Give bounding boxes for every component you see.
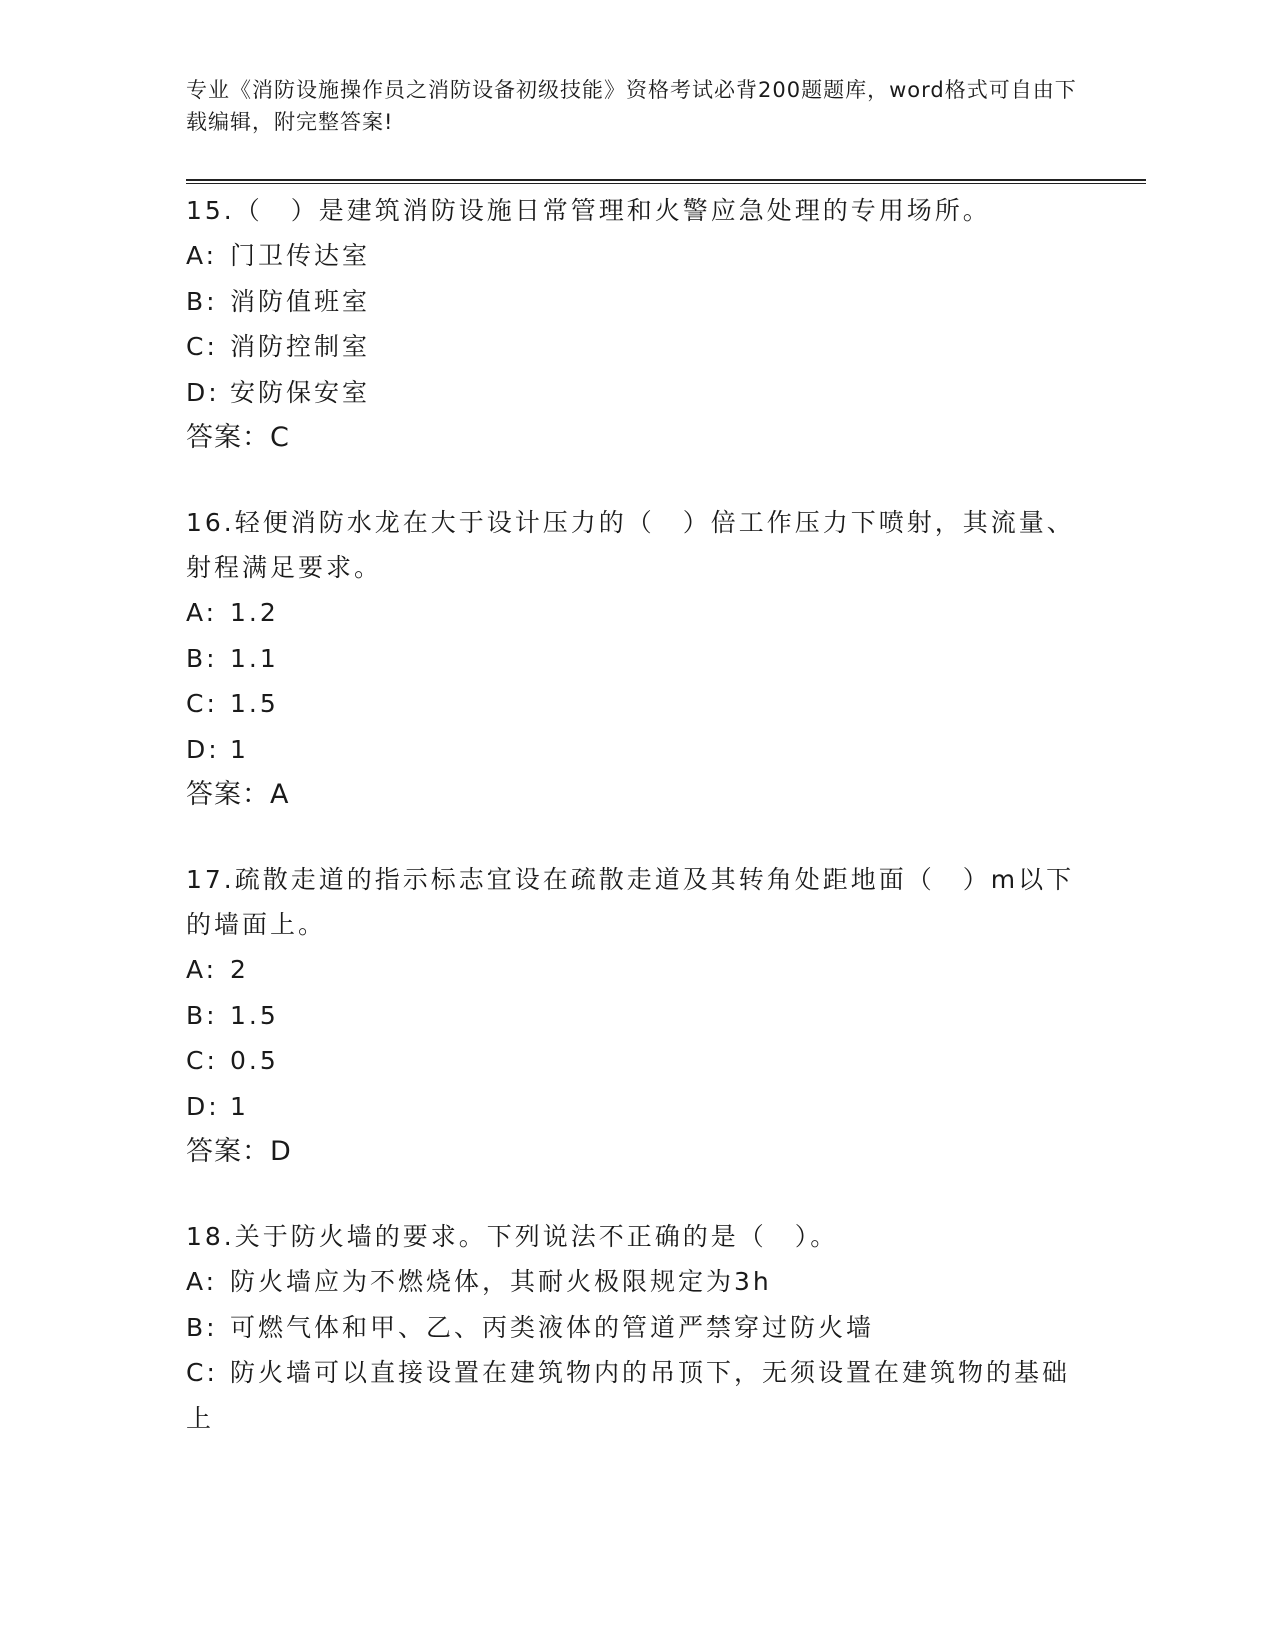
- answer-line: 答案：D: [186, 1136, 292, 1167]
- option-text: 消防控制室: [230, 332, 371, 361]
- option-text: 安防保安室: [230, 377, 371, 407]
- option-letter: D:: [186, 377, 220, 407]
- answer-line: 答案：C: [186, 422, 290, 453]
- option-a: [186, 947, 1086, 993]
- question-18: [186, 1214, 1086, 1441]
- option-text: 0.5: [230, 1046, 279, 1075]
- option-text: 1.5: [230, 1000, 279, 1030]
- option-letter: C:: [186, 1358, 218, 1387]
- option-a: [186, 1259, 1086, 1305]
- header-divider: [186, 179, 1146, 181]
- question-stem: 16.轻便消防水龙在大于设计压力的（ ）倍工作压力下喷射，其流量、射程满足要求。: [186, 508, 1075, 582]
- option-text: 1.1: [230, 643, 279, 673]
- option-text: 1: [230, 734, 249, 764]
- option-letter: B:: [186, 1312, 218, 1342]
- question-stem: 17.疏散走道的指示标志宜设在疏散走道及其转角处距地面（ ）m以下的墙面上。: [186, 865, 1075, 939]
- option-letter: A:: [186, 955, 218, 984]
- option-letter: B:: [186, 286, 218, 316]
- option-letter: C:: [186, 332, 218, 361]
- question-17: [186, 857, 1086, 1174]
- option-text: 消防值班室: [230, 286, 371, 316]
- option-letter: A:: [186, 598, 218, 627]
- option-text: 1.2: [230, 598, 279, 627]
- question-16: [186, 500, 1086, 817]
- answer-line: 答案：A: [186, 779, 290, 810]
- question-stem: 15.（ ）是建筑消防设施日常管理和火警应急处理的专用场所。: [186, 196, 991, 225]
- option-letter: B:: [186, 643, 218, 673]
- header-divider-thin: [186, 183, 1146, 184]
- document-header: 专业《消防设施操作员之消防设备初级技能》资格考试必背200题题库，word格式可自由下载编辑，附完整答案!: [186, 78, 1077, 134]
- option-a: [186, 233, 1086, 279]
- option-b: [186, 279, 1086, 325]
- option-text: 防火墙应为不燃烧体，其耐火极限规定为3h: [230, 1267, 772, 1296]
- option-b: [186, 993, 1086, 1039]
- option-a: [186, 590, 1086, 636]
- option-letter: C:: [186, 1046, 218, 1075]
- option-text: 门卫传达室: [230, 241, 371, 270]
- question-list: [186, 188, 1086, 1441]
- option-text: 1.5: [230, 689, 279, 718]
- option-letter: D:: [186, 734, 220, 764]
- option-c: [186, 324, 1086, 370]
- option-c: [186, 1038, 1086, 1084]
- option-letter: A:: [186, 1267, 218, 1296]
- option-d: [186, 727, 1086, 773]
- option-letter: C:: [186, 689, 218, 718]
- option-text: 可燃气体和甲、乙、丙类液体的管道严禁穿过防火墙: [230, 1312, 875, 1342]
- option-c: [186, 1350, 1086, 1441]
- option-text: 1: [230, 1091, 249, 1121]
- option-b: [186, 636, 1086, 682]
- option-letter: B:: [186, 1000, 218, 1030]
- option-text: 防火墙可以直接设置在建筑物内的吊顶下，无须设置在建筑物的基础上: [186, 1358, 1071, 1433]
- option-c: [186, 681, 1086, 727]
- question-15: [186, 188, 1086, 460]
- option-b: [186, 1305, 1086, 1351]
- option-letter: A:: [186, 241, 218, 270]
- option-letter: D:: [186, 1091, 220, 1121]
- option-d: [186, 1084, 1086, 1130]
- question-stem: 18.关于防火墙的要求。下列说法不正确的是（ ）。: [186, 1222, 839, 1251]
- option-text: 2: [230, 955, 249, 984]
- option-d: [186, 370, 1086, 416]
